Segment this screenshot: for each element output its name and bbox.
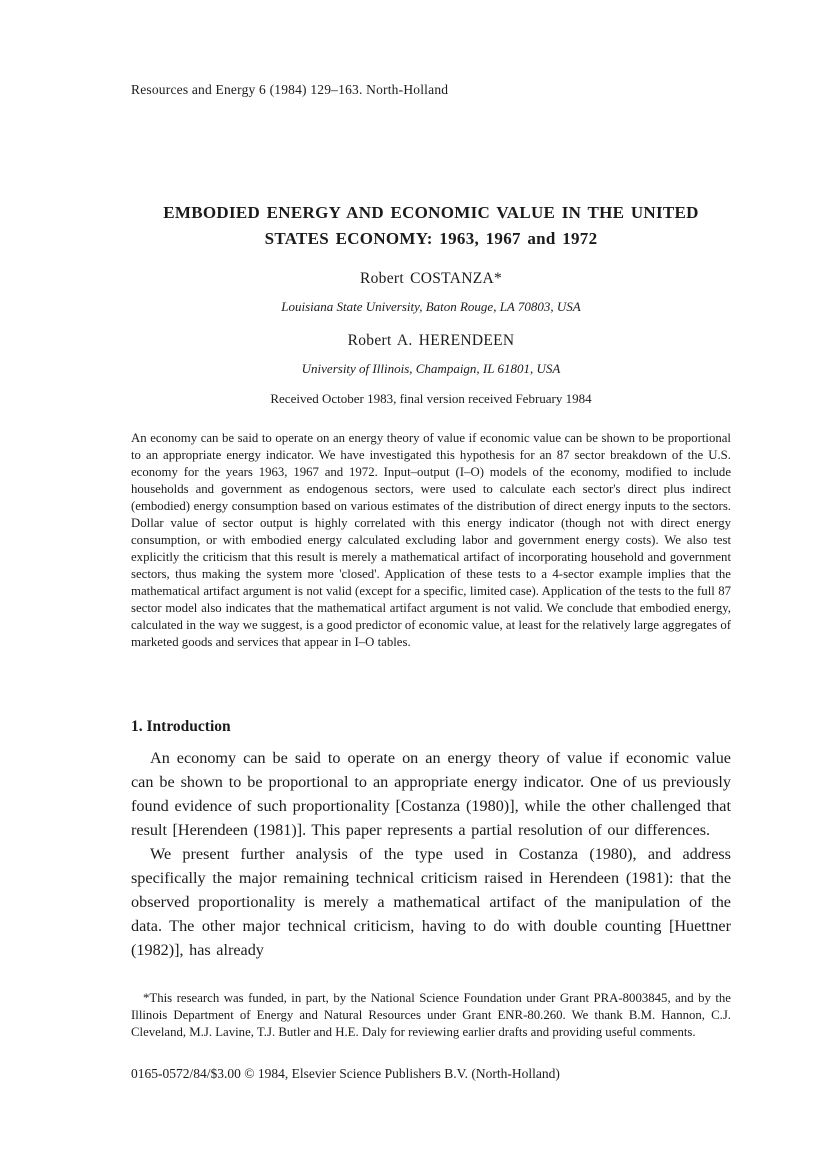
introduction-body [131,746,731,962]
paper-title [131,200,731,252]
author-name-costanza: Robert COSTANZA* [359,270,503,287]
section-heading-introduction: 1. Introduction [131,718,231,735]
abstract-text: An economy can be said to operate on an energy theory of value if economic value can be shown to be proportional to an appropriate energy indicator. We have investigated this hypothesis for an 87 sector breakdown of the U.S. economy for the years 1963, 1967 and 1972. Input–output (I–O) models of the economy, modified to include households and government as endogenous sectors, were used to calculate each sector's direct plus indirect (embodied) energy consumption based on various estimates of the distribution of direct energy inputs to the sectors. Dollar value of sector output is highly correlated with this energy indicator (though not with direct energy consumption, or with embodied energy calculated excluding labor and government energy costs). We also test explicitly the criticism that this result is merely a mathematical artifact of incorporating household and government sectors, thus making the system more 'closed'. Application of these tests to a 4-sector example implies that the mathematical artifact argument is not valid (except for a specific, limited case). Application of the tests to the full 87 sector model also indicates that the mathematical artifact argument is not valid. We conclude that embodied energy, calculated in the way we suggest, is a good predictor of economic value, at least for the relatively large aggregates of marketed goods and services that appear in I–O tables. [131,431,731,649]
journal-header: Resources and Energy 6 (1984) 129–163. North-Holland [131,82,449,97]
introduction-paragraph-1: An economy can be said to operate on an energy theory of value if economic value can be shown to be proportional to an appropriate energy indicator. One of us previously found evidence of such proportionality [Costanza (1980)], while the other challenged that result [Herendeen (1981)]. This paper represents a partial resolution of our differences. [131,749,731,839]
introduction-paragraph-2: We present further analysis of the type used in Costanza (1980), and address specifically the major remaining technical criticism raised in Herendeen (1981): that the observed proportionality is merely a mathematical artifact of the manipulation of the data. The other major technical criticism, having to do with double counting [Huettner (1982)], has already [131,845,731,959]
paper-title-line-1: EMBODIED ENERGY AND ECONOMIC VALUE IN THE UNITED [163,203,699,222]
author-affiliation-costanza: Louisiana State University, Baton Rouge, LA 70803, USA [281,299,581,314]
received-note: Received October 1983, final version received February 1984 [270,391,592,406]
copyright-imprint: 0165-0572/84/$3.00 © 1984, Elsevier Science Publishers B.V. (North-Holland) [131,1066,560,1081]
author-name-herendeen: Robert A. HERENDEEN [347,332,515,349]
funding-footnote: *This research was funded, in part, by the National Science Foundation under Grant PRA-8003845, and by the Illinois Department of Energy and Natural Resources under Grant ENR-80.260. We thank B.M. Hannon, C.J. Cleveland, M.J. Lavine, T.J. Butler and H.E. Daly for reviewing earlier drafts and providing useful comments. [131,991,731,1039]
author-affiliation-herendeen: University of Illinois, Champaign, IL 61801, USA [301,361,561,376]
paper-title-line-2: STATES ECONOMY: 1963, 1967 and 1972 [264,229,598,248]
